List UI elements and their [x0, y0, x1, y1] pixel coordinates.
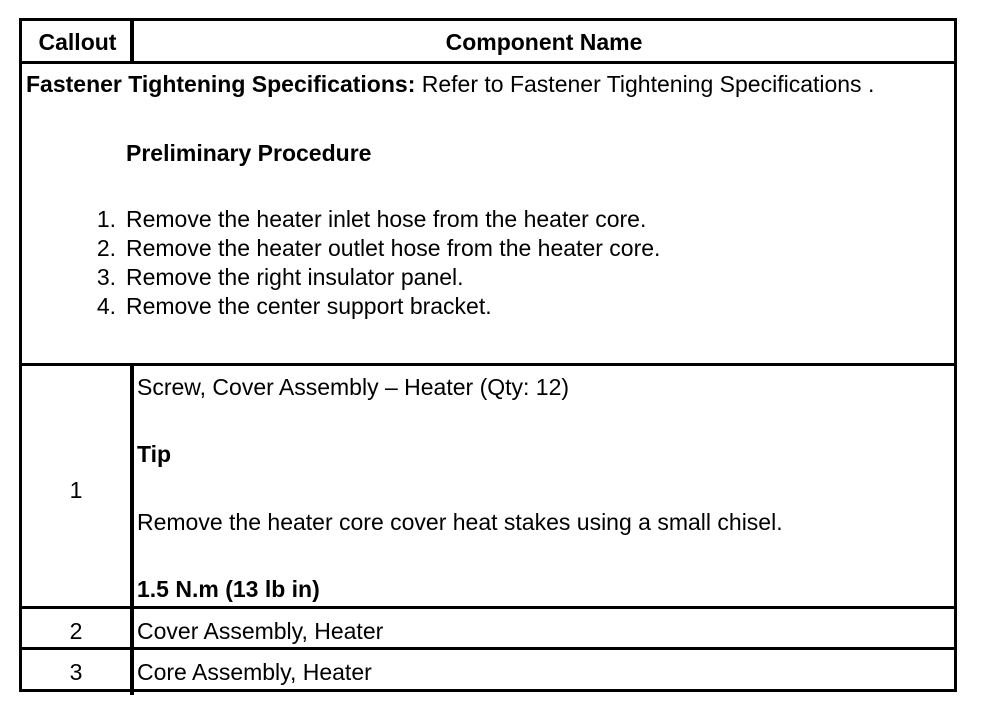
torque-spec: 1.5 N.m (13 lb in) [137, 576, 320, 602]
fastener-spec-text: Refer to Fastener Tightening Specifications . [421, 71, 875, 97]
callout-column-header: Callout [38, 29, 117, 55]
step-number: 1. [96, 206, 116, 232]
row-2-component-name: Cover Assembly, Heater [137, 618, 384, 644]
callout-2: 2 [69, 618, 83, 644]
step-text: Remove the heater outlet hose from the heater core. [126, 235, 661, 261]
row-1-component-name: Screw, Cover Assembly – Heater (Qty: 12) [137, 374, 570, 400]
step-number: 4. [96, 293, 116, 319]
list-item [96, 263, 660, 292]
row-column-divider [130, 363, 134, 695]
step-number: 2. [96, 235, 116, 261]
row-1-divider [22, 606, 954, 609]
header-divider [22, 61, 954, 64]
component-name-column-header: Component Name [445, 29, 643, 55]
intro-divider [22, 363, 954, 366]
fastener-spec-label: Fastener Tightening Specifications: [26, 71, 416, 97]
list-item [96, 205, 660, 234]
list-item [96, 234, 661, 263]
callout-1: 1 [69, 477, 83, 503]
preliminary-steps [96, 205, 661, 321]
step-text: Remove the center support bracket. [126, 293, 492, 319]
preliminary-procedure-title: Preliminary Procedure [126, 140, 372, 166]
step-number: 3. [96, 264, 116, 290]
step-text: Remove the heater inlet hose from the heater core. [126, 206, 647, 232]
row-3-component-name: Core Assembly, Heater [137, 659, 372, 685]
row-2-divider [22, 647, 954, 650]
step-text: Remove the right insulator panel. [126, 264, 464, 290]
component-table [19, 18, 957, 692]
list-item [96, 292, 660, 321]
fastener-spec-note [26, 70, 874, 98]
callout-3: 3 [69, 659, 83, 685]
tip-label: Tip [137, 441, 172, 467]
header-column-divider [130, 21, 134, 61]
tip-text: Remove the heater core cover heat stakes using a small chisel. [137, 509, 783, 535]
